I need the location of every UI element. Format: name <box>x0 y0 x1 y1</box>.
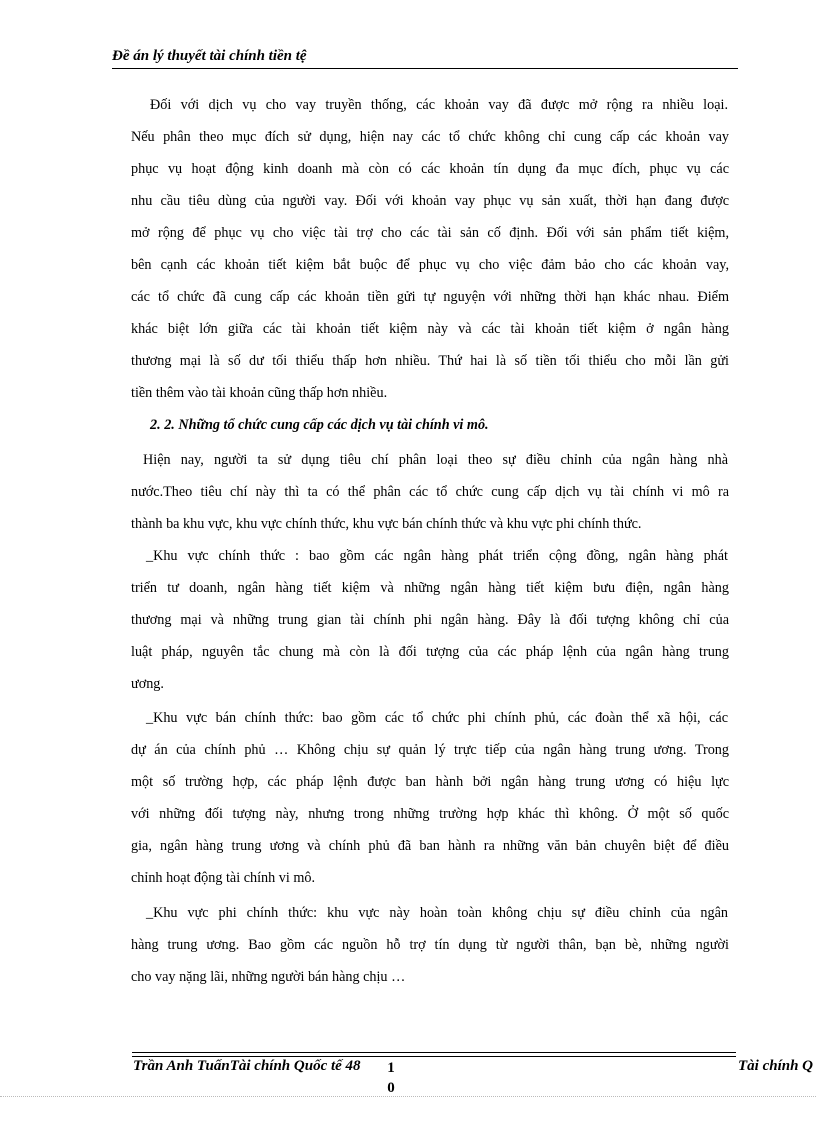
text-line: một số trường hợp, các pháp lệnh được ban hành bởi ngân hàng trung ương có hiệu lực <box>131 774 729 790</box>
footer-divider <box>132 1052 736 1057</box>
text-line: bên cạnh các khoản tiết kiệm bắt buộc để phục vụ cho việc đảm bảo cho các khoản vay, <box>131 257 729 273</box>
page-number <box>385 1058 397 1098</box>
text-line: chỉnh hoạt động tài chính vi mô. <box>131 870 316 886</box>
text-line: _Khu vực bán chính thức: bao gồm các tổ chức phi chính phủ, các đoàn thể xã hội, các <box>146 710 728 726</box>
text-line: các tổ chức đã cung cấp các khoản tiền gửi tự nguyện với những thời hạn khác nhau. Điểm <box>131 289 729 305</box>
text-line: luật pháp, nguyên tắc chung mà còn là đối tượng của các pháp lệnh của ngân hàng trung <box>131 644 729 660</box>
text-line: Nếu phân theo mục đích sử dụng, hiện nay các tổ chức không chỉ cung cấp các khoản vay <box>131 129 729 145</box>
text-line: thành ba khu vực, khu vực chính thức, khu vực bán chính thức và khu vực phi chính thức. <box>131 516 642 532</box>
text-line: triển tư doanh, ngân hàng tiết kiệm và những ngân hàng tiết kiệm bưu điện, ngân hàng <box>131 580 729 596</box>
header-divider <box>112 68 738 69</box>
text-line: nhu cầu tiêu dùng của người vay. Đối với khoản vay phục vụ sản xuất, thời hạn đang được <box>131 193 729 209</box>
text-line: khác biệt lớn giữa các tài khoản tiết kiệm này và các tài khoản tiết kiệm ở ngân hàng <box>131 321 729 337</box>
text-line: _Khu vực chính thức : bao gồm các ngân hàng phát triển cộng đồng, ngân hàng phát <box>146 548 728 564</box>
text-line: Đối với dịch vụ cho vay truyền thống, các khoản vay đã được mở rộng ra nhiều loại. <box>150 97 728 113</box>
text-line: hàng trung ương. Bao gồm các nguồn hỗ trợ tín dụng từ người thân, bạn bè, những người <box>131 937 729 953</box>
document-title: Đề án lý thuyết tài chính tiền tệ <box>112 48 307 64</box>
text-line: gia, ngân hàng trung ương và chính phủ đã ban hành ra những văn bản chuyên biệt để điều <box>131 838 729 854</box>
text-line: dự án của chính phủ … Không chịu sự quản lý trực tiếp của ngân hàng trung ương. Trong <box>131 742 729 758</box>
text-line: với những đối tượng này, nhưng trong những trường hợp khác thì không. Ở một số quốc <box>131 806 729 822</box>
text-line: thương mại và những trung gian tài chính phi ngân hàng. Đây là đối tượng không chỉ của <box>131 612 729 628</box>
page-bottom-border <box>0 1096 816 1097</box>
text-line: tiền thêm vào tài khoản cũng thấp hơn nhiều. <box>131 385 388 401</box>
footer-right-text: Tài chính Q <box>738 1058 814 1074</box>
text-line: thương mại là số dư tối thiểu thấp hơn nhiều. Thứ hai là số tiền tối thiểu cho mỗi lần gửi <box>131 353 729 369</box>
section-heading: 2. 2. Những tổ chức cung cấp các dịch vụ tài chính vi mô. <box>150 417 489 433</box>
text-line: phục vụ hoạt động kinh doanh mà còn có các khoản tín dụng đa mục đích, phục vụ các <box>131 161 729 177</box>
page-number-digit: 1 <box>387 1060 395 1076</box>
text-line: cho vay nặng lãi, những người bán hàng chịu … <box>131 969 406 985</box>
text-line: nước.Theo tiêu chí này thì ta có thể phân các tổ chức cung cấp dịch vụ tài chính vi mô ra <box>131 484 729 500</box>
page-number-digit: 0 <box>387 1080 395 1096</box>
text-line: Hiện nay, người ta sử dụng tiêu chí phân loại theo sự điều chỉnh của ngân hàng nhà <box>143 452 728 468</box>
footer-author: Trần Anh TuấnTài chính Quốc tế 48 <box>133 1058 361 1074</box>
text-line: ương. <box>131 676 164 692</box>
text-line: mở rộng để phục vụ cho việc tài trợ cho các tài sản cố định. Đối với sản phẩm tiết kiệm, <box>131 225 729 241</box>
text-line: _Khu vực phi chính thức: khu vực này hoàn toàn không chịu sự điều chỉnh của ngân <box>146 905 728 921</box>
